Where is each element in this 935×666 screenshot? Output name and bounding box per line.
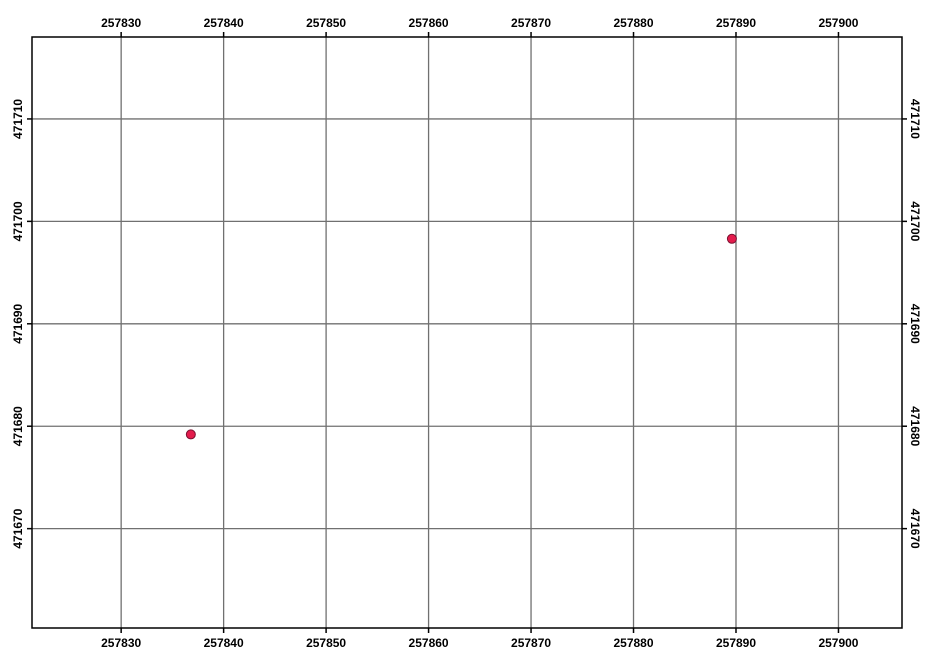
map-point-marker[interactable] [186,430,195,439]
x-tick-label-bottom: 257880 [613,636,654,650]
map-point-marker[interactable] [727,234,736,243]
x-tick-label-bottom: 257870 [511,636,552,650]
x-tick-label-top: 257880 [613,16,654,30]
x-tick-label-bottom: 257840 [203,636,244,650]
x-tick-label-bottom: 257850 [306,636,347,650]
x-tick-label-bottom: 257860 [408,636,449,650]
y-tick-label-right: 471710 [908,98,922,139]
y-tick-label-left: 471700 [11,201,25,242]
y-tick-label-left: 471680 [11,406,25,447]
x-tick-label-bottom: 257830 [101,636,142,650]
y-tick-label-right: 471690 [908,303,922,344]
y-tick-label-left: 471710 [11,98,25,139]
x-tick-label-top: 257860 [408,16,449,30]
y-tick-label-right: 471670 [908,508,922,549]
x-tick-label-bottom: 257890 [715,636,757,650]
x-tick-label-top: 257890 [715,16,757,30]
x-tick-label-top: 257850 [306,16,347,30]
y-tick-label-right: 471700 [908,201,922,242]
x-tick-label-top: 257830 [101,16,142,30]
x-tick-label-bottom: 257900 [818,636,859,650]
x-tick-label-top: 257900 [818,16,859,30]
y-tick-label-left: 471690 [11,303,25,344]
y-tick-label-right: 471680 [908,406,922,447]
x-tick-label-top: 257870 [511,16,552,30]
x-tick-label-top: 257840 [203,16,244,30]
y-tick-label-left: 471670 [11,508,25,549]
